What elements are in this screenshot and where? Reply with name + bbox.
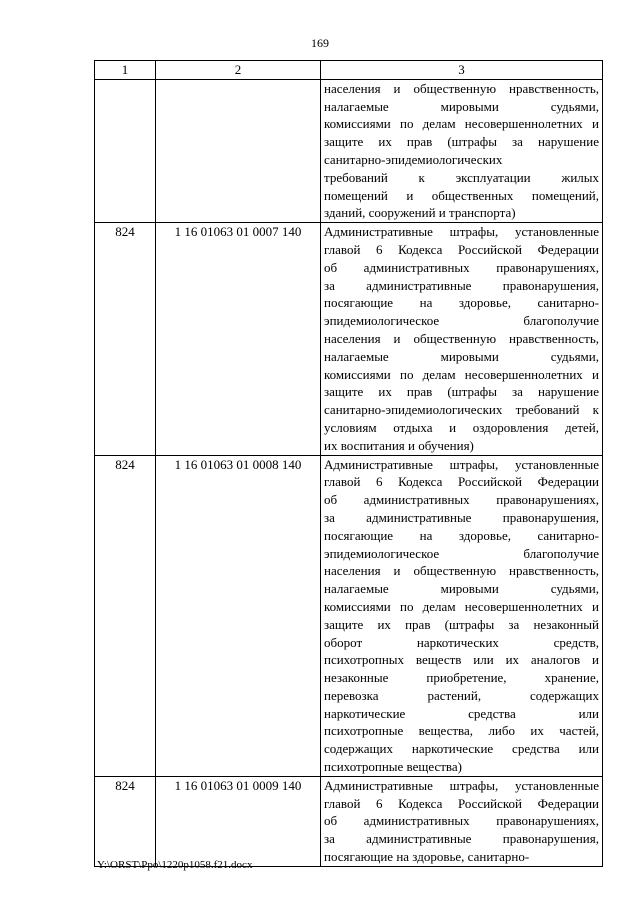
description-line: эпидемиологическое благополучие <box>324 545 599 561</box>
budget-classification-code-cell: 1 16 01063 01 0007 140 <box>156 223 321 455</box>
description-line: защите их прав (штрафы за нарушение <box>324 134 599 150</box>
description-cell <box>321 223 603 455</box>
page-number: 169 <box>311 36 329 50</box>
budget-classification-code-cell: 1 16 01063 01 0008 140 <box>156 455 321 776</box>
description-line: перевозка растений, содержащих <box>324 687 599 703</box>
description-line: населения и общественную нравственность, <box>324 80 599 96</box>
description-line: защите их прав (штрафы за незаконный <box>324 616 599 632</box>
description-line: комиссиями по делам несовершеннолетних и <box>324 116 599 132</box>
description-line: помещений и общественных помещений, <box>324 187 599 203</box>
description-cell <box>321 776 603 866</box>
table-row <box>95 223 603 455</box>
admin-code-cell: 824 <box>95 223 156 455</box>
file-path-footer: Y:\ORST\Ppo\1220p1058.f21.docx <box>97 859 253 871</box>
description-line: Административные штрафы, установленные <box>324 777 599 793</box>
description-line: главой 6 Кодекса Российской Федерации <box>324 241 599 257</box>
description-line: за административные правонарушения, <box>324 509 599 525</box>
budget-classification-code-cell <box>156 79 321 222</box>
table-header-row <box>95 61 603 80</box>
description-line: главой 6 Кодекса Российской Федерации <box>324 795 599 811</box>
description-line: налагаемые мировыми судьями, <box>324 348 599 364</box>
description-line: об административных правонарушениях, <box>324 259 599 275</box>
description-line: психотропные вещества, либо их частей, <box>324 723 599 739</box>
description-line: условиям отдыха и оздоровления детей, <box>324 419 599 435</box>
description-line: оборот наркотических средств, <box>324 634 599 650</box>
admin-code-cell <box>95 79 156 222</box>
description-line: их воспитания и обучения) <box>324 437 474 453</box>
description-line: содержащих наркотические средства или <box>324 741 599 757</box>
description-line: посягающие на здоровье, санитарно- <box>324 849 530 865</box>
budget-codes-table <box>94 60 603 867</box>
description-line: Административные штрафы, установленные <box>324 224 599 240</box>
table-row <box>95 79 603 222</box>
description-line: требований к эксплуатации жилых <box>324 169 599 185</box>
description-cell <box>321 455 603 776</box>
description-line: защите их прав (штрафы за нарушение <box>324 384 599 400</box>
table-row <box>95 455 603 776</box>
admin-code-cell: 824 <box>95 776 156 866</box>
description-line: об административных правонарушениях, <box>324 492 599 508</box>
description-line: комиссиями по делам несовершеннолетних и <box>324 598 599 614</box>
description-line: налагаемые мировыми судьями, <box>324 581 599 597</box>
description-line: за административные правонарушения, <box>324 277 599 293</box>
description-line: налагаемые мировыми судьями, <box>324 98 599 114</box>
description-line: за административные правонарушения, <box>324 831 599 847</box>
description-line: зданий, сооружений и транспорта) <box>324 205 516 221</box>
description-line: эпидемиологическое благополучие <box>324 313 599 329</box>
description-line: посягающие на здоровье, санитарно- <box>324 295 599 311</box>
description-cell <box>321 79 603 222</box>
description-line: психотропных веществ или их аналогов и <box>324 652 599 668</box>
column-header-2: 2 <box>156 61 321 80</box>
description-line: санитарно-эпидемиологических требований к <box>324 402 599 418</box>
description-line: об административных правонарушениях, <box>324 813 599 829</box>
description-line: посягающие на здоровье, санитарно- <box>324 527 599 543</box>
description-line: наркотические средства или <box>324 705 599 721</box>
description-line: санитарно-эпидемиологических <box>324 151 503 167</box>
column-header-1: 1 <box>95 61 156 80</box>
table-row <box>95 776 603 866</box>
description-line: Административные штрафы, установленные <box>324 456 599 472</box>
budget-classification-code-cell: 1 16 01063 01 0009 140 <box>156 776 321 866</box>
description-line: населения и общественную нравственность, <box>324 563 599 579</box>
description-line: комиссиями по делам несовершеннолетних и <box>324 366 599 382</box>
description-line: психотропные вещества) <box>324 759 462 775</box>
admin-code-cell: 824 <box>95 455 156 776</box>
description-line: населения и общественную нравственность, <box>324 330 599 346</box>
column-header-3: 3 <box>321 61 603 80</box>
description-line: главой 6 Кодекса Российской Федерации <box>324 474 599 490</box>
description-line: незаконные приобретение, хранение, <box>324 670 599 686</box>
